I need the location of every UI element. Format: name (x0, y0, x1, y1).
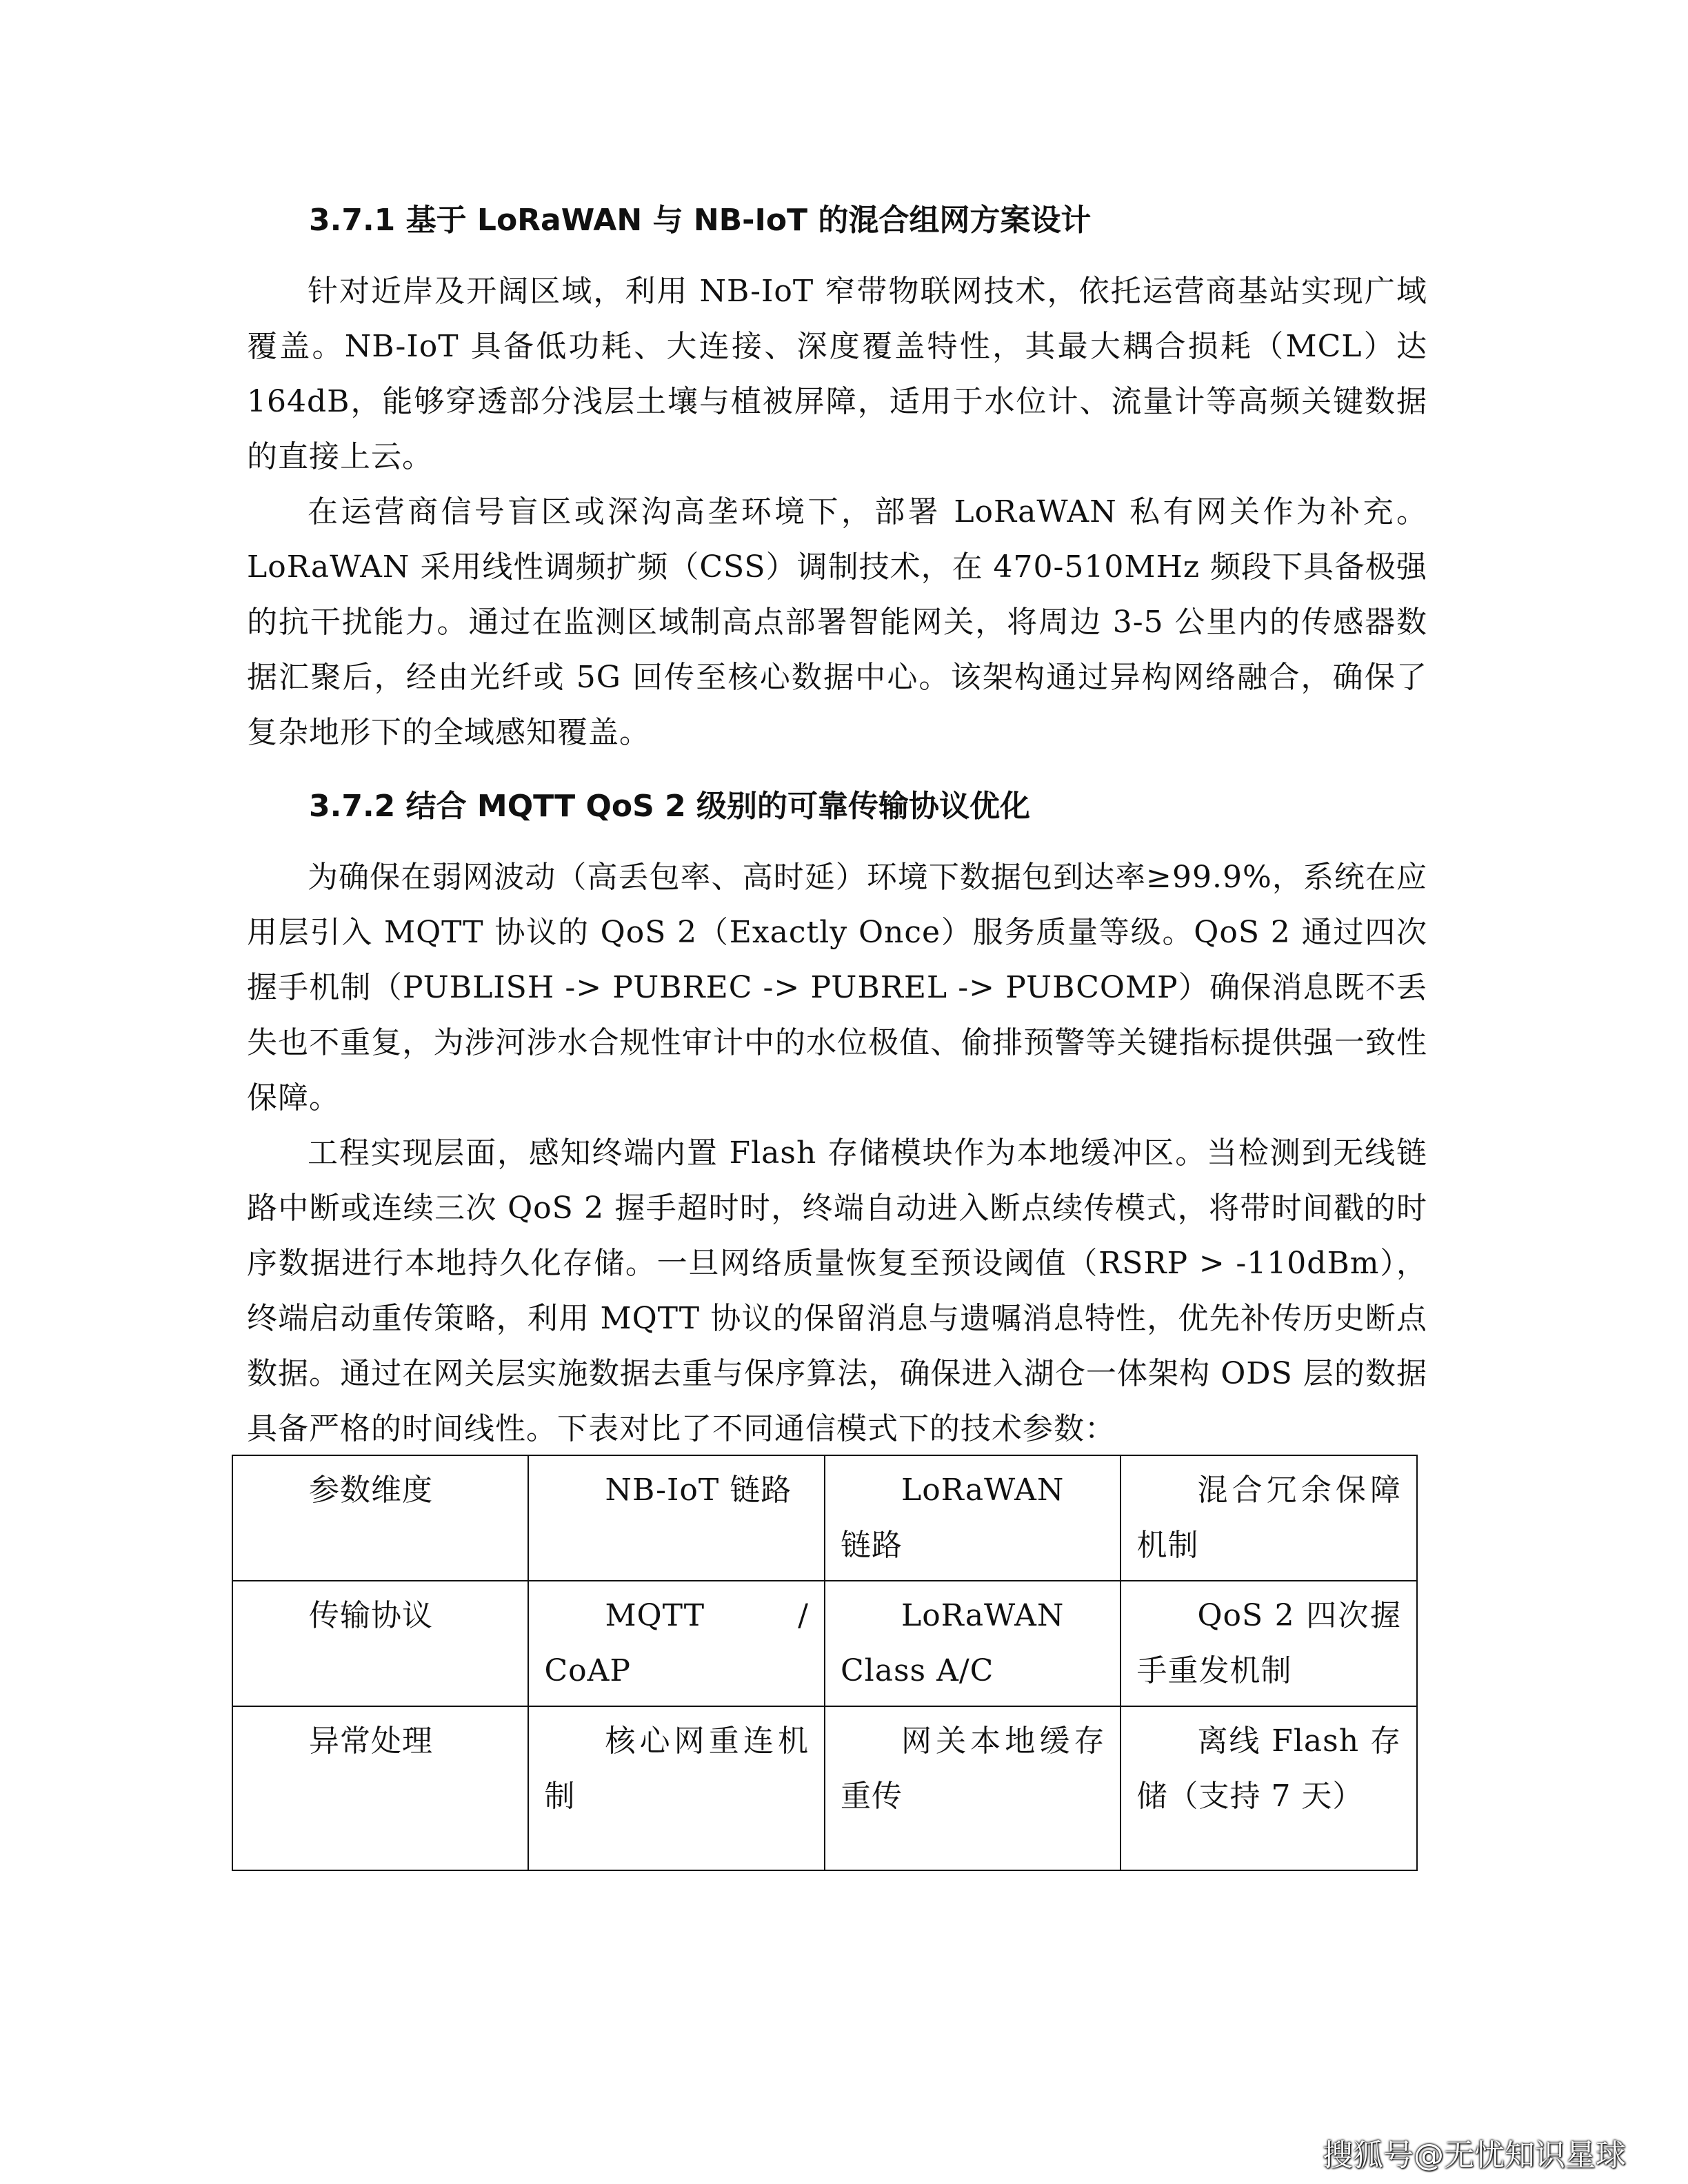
watermark: 搜狐号@无忧知识星球 (1323, 2138, 1626, 2173)
table-cell: 核心网重连机制 (528, 1706, 824, 1870)
table-header-cell: LoRaWAN 链路 (825, 1455, 1121, 1581)
table-cell: MQTT / CoAP (528, 1581, 824, 1706)
paragraph-nbiot-coverage: 针对近岸及开阔区域，利用 NB-IoT 窄带物联网技术，依托运营商基站实现广域覆盖。NB-IoT 具备低功耗、大连接、深度覆盖特性，其最大耦合损耗（MCL）达 164dB，能够穿透部分浅层土壤与植被屏障，适用于水位计、流量计等高频关键数据的直接上云。 (247, 274, 1427, 474)
table-cell: 网关本地缓存重传 (825, 1706, 1121, 1870)
table-cell: LoRaWAN Class A/C (825, 1581, 1121, 1706)
table-cell: 异常处理 (232, 1706, 528, 1870)
table-cell: 传输协议 (232, 1581, 528, 1706)
table-row (232, 1581, 1417, 1706)
paragraph-mqtt-qos2: 为确保在弱网波动（高丢包率、高时延）环境下数据包到达率≥99.9%，系统在应用层引入 MQTT 协议的 QoS 2（Exactly Once）服务质量等级。QoS 2 通过四次握手机制（PUBLISH -> PUBREC -> PUBREL -> PUBCOMP）确保消息既不丢失也不重复，为涉河涉水合规性审计中的水位极值、偷排预警等关键指标提供强一致性保障。 (247, 860, 1427, 1115)
table-cell: 离线 Flash 存储（支持 7 天） (1121, 1706, 1417, 1870)
paragraph-engineering-implementation: 工程实现层面，感知终端内置 Flash 存储模块作为本地缓冲区。当检测到无线链路中断或连续三次 QoS 2 握手超时时，终端自动进入断点续传模式，将带时间戳的时序数据进行本地持久化存储。一旦网络质量恢复至预设阈值（RSRP > -110dBm），终端启动重传策略，利用 MQTT 协议的保留消息与遗嘱消息特性，优先补传历史断点数据。通过在网关层实施数据去重与保序算法，确保进入湖仓一体架构 ODS 层的数据具备严格的时间线性。下表对比了不同通信模式下的技术参数： (247, 1135, 1427, 1446)
table-header-row (232, 1455, 1417, 1581)
table-header-cell: 混合冗余保障机制 (1121, 1455, 1417, 1581)
section-heading-3-7-2: 3.7.2 结合 MQTT QoS 2 级别的可靠传输协议优化 (309, 789, 1031, 824)
paragraph-lorawan-supplement: 在运营商信号盲区或深沟高垄环境下，部署 LoRaWAN 私有网关作为补充。LoRaWAN 采用线性调频扩频（CSS）调制技术，在 470-510MHz 频段下具备极强的抗干扰能力。通过在监测区域制高点部署智能网关，将周边 3-5 公里内的传感器数据汇聚后，经由光纤或 5G 回传至核心数据中心。该架构通过异构网络融合，确保了复杂地形下的全域感知覆盖。 (247, 494, 1427, 750)
table-header-cell: 参数维度 (232, 1455, 528, 1581)
comparison-table (232, 1455, 1418, 1871)
section-heading-3-7-1: 3.7.1 基于 LoRaWAN 与 NB-IoT 的混合组网方案设计 (309, 203, 1092, 238)
table-header-cell: NB-IoT 链路 (528, 1455, 824, 1581)
table-row (232, 1706, 1417, 1870)
table-cell: QoS 2 四次握手重发机制 (1121, 1581, 1417, 1706)
